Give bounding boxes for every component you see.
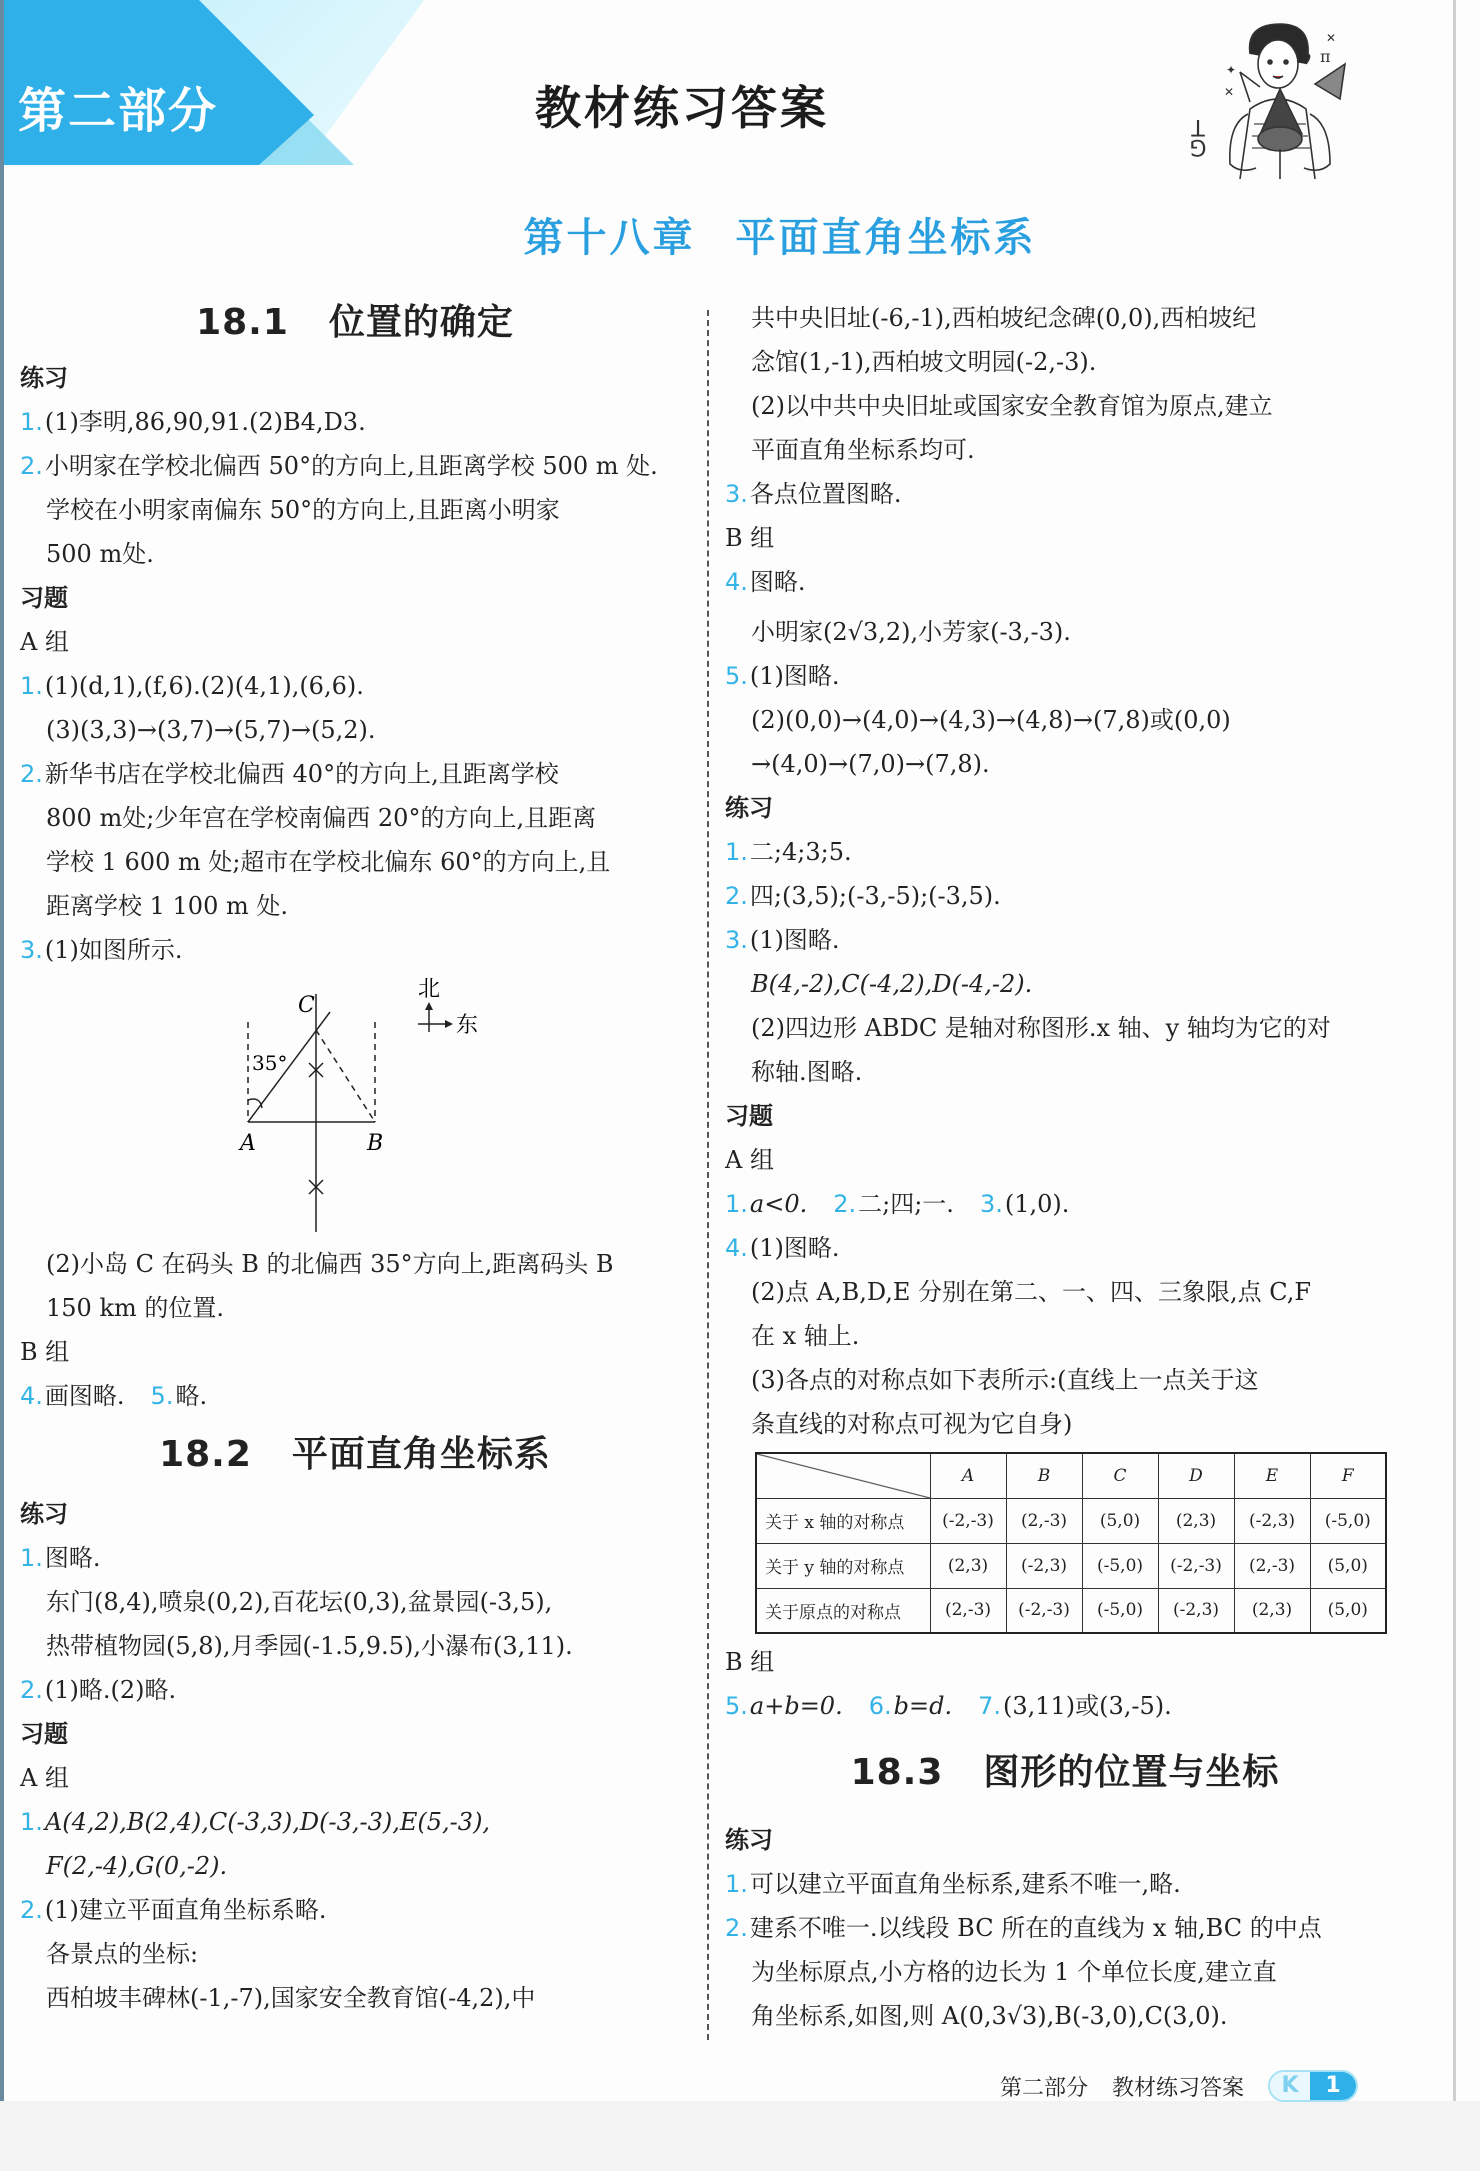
answer-line: (2)点 A,B,D,E 分别在第二、一、四、三象限,点 C,F [751,1278,1312,1306]
answer-line: 2.四;(3,5);(-3,-5);(-3,5). [725,882,1001,910]
table-cell: (-5,0) [1082,1543,1158,1588]
table-cell: (2,-3) [1006,1498,1082,1543]
table-cell: (2,-3) [1234,1543,1310,1588]
footer-part: 第二部分 [1000,2075,1089,2101]
chapter-name: 平面直角坐标系 [735,215,1037,261]
compass-east: 东 [456,1013,479,1038]
answer-line: 2.(1)略.(2)略. [20,1676,177,1704]
subheading-practice: 练习 [20,364,68,392]
answer-line: 4.(1)图略. [725,1234,840,1262]
table-cell: (5,0) [1310,1588,1386,1633]
answer-line: 1.A(4,2),B(2,4),C(-3,3),D(-3,-3),E(5,-3), [20,1808,491,1836]
table-cell: (-2,-3) [930,1498,1006,1543]
label-c: C [298,993,315,1018]
subheading-exercise: 习题 [20,584,68,612]
answer-line: 3.(1)图略. [725,926,840,954]
table-cell: (2,3) [1234,1588,1310,1633]
answer-line: 4.图略. [725,568,806,596]
answer-line: (3)各点的对称点如下表所示:(直线上一点关于这 [751,1366,1259,1394]
subheading-practice: 练习 [725,794,773,822]
page-margin [0,2101,1480,2171]
column-header: E [1234,1453,1310,1498]
label-b: B [367,1131,384,1156]
answer-line: 东门(8,4),喷泉(0,2),百花坛(0,3),盆景园(-3,5), [46,1588,553,1616]
answer-line: 学校 1 600 m 处;超市在学校北偏东 60°的方向上,且 [46,848,611,876]
left-column [20,290,690,2020]
part-banner [4,0,424,165]
answer-line: 2.小明家在学校北偏西 50°的方向上,且距离学校 500 m 处. [20,452,658,480]
answer-line: 500 m处. [46,540,154,568]
column-divider [707,310,709,2040]
footer-title: 教材练习答案 [1112,2075,1245,2101]
answer-line: 共中央旧址(-6,-1),西柏坡纪念碑(0,0),西柏坡纪 [751,304,1257,332]
chapter-number: 第十八章 [523,215,696,261]
subheading-exercise: 习题 [725,1102,773,1130]
answer-line: (2)四边形 ABDC 是轴对称图形.x 轴、y 轴均为它的对 [751,1014,1331,1042]
svg-text:✦: ✦ [1226,63,1237,77]
table-cell: (5,0) [1310,1543,1386,1588]
svg-text:✕: ✕ [1326,31,1337,45]
answer-line: 2.新华书店在学校北偏西 40°的方向上,且距离学校 [20,760,559,788]
table-cell: (-2,3) [1158,1588,1234,1633]
table-header-row [756,1453,1386,1498]
column-header: D [1158,1453,1234,1498]
section-title-18-1: 18.1 位置的确定 [196,302,514,343]
group-a-label: A 组 [20,628,69,656]
answer-line: 1.二;4;3;5. [725,838,852,866]
answer-line: 4.画图略. 5.略. [20,1382,208,1410]
table-corner-cell [756,1453,930,1498]
subheading-exercise: 习题 [20,1720,68,1748]
answer-line: 条直线的对称点可视为它自身) [751,1410,1073,1438]
answer-line: 5.a+b=0. 6.b=d. 7.(3,11)或(3,-5). [725,1692,1172,1720]
section-title-18-3: 18.3 图形的位置与坐标 [850,1752,1280,1793]
column-header: F [1310,1453,1386,1498]
table-cell: (-5,0) [1082,1588,1158,1633]
answer-line: 1.可以建立平面直角坐标系,建系不唯一,略. [725,1870,1181,1898]
table-row [756,1498,1386,1543]
answer-line: 150 km 的位置. [46,1294,224,1322]
table-cell: (2,-3) [930,1588,1006,1633]
table-cell: (2,3) [1158,1498,1234,1543]
table-cell: (2,3) [930,1543,1006,1588]
answer-line: 3.(1)如图所示. [20,936,183,964]
column-header: B [1006,1453,1082,1498]
right-column [725,296,1405,2038]
table-row [756,1543,1386,1588]
answer-line: 3.各点位置图略. [725,480,902,508]
answer-line: 2.建系不唯一.以线段 BC 所在的直线为 x 轴,BC 的中点 [725,1914,1322,1942]
group-a-label: A 组 [20,1764,69,1792]
column-header: A [930,1453,1006,1498]
table-cell: (-2,3) [1234,1498,1310,1543]
table-cell: (-2,-3) [1006,1588,1082,1633]
subheading-practice: 练习 [20,1500,68,1528]
answer-line: →(4,0)→(7,0)→(7,8). [751,750,990,778]
answer-line: 称轴.图略. [751,1058,863,1086]
answer-line: (2)小岛 C 在码头 B 的北偏西 35°方向上,距离码头 B [46,1250,614,1278]
answer-line: (2)以中共中央旧址或国家安全教育馆为原点,建立 [751,392,1273,420]
answer-line: 800 m处;少年宫在学校南偏西 20°的方向上,且距离 [46,804,597,832]
answer-line: 为坐标原点,小方格的边长为 1 个单位长度,建立直 [751,1958,1277,1986]
table-cell: (-5,0) [1310,1498,1386,1543]
answer-line: 1.(1)(d,1),(f,6).(2)(4,1),(6,6). [20,672,364,700]
triangle-diagram [20,972,690,1242]
page-number-badge [1268,2070,1358,2102]
answer-line: 小明家(2√3,2),小芳家(-3,-3). [751,618,1071,646]
page-footer [1000,2070,1358,2102]
page-edge [1453,0,1456,2171]
answer-line: 5.(1)图略. [725,662,840,690]
svg-text:✕: ✕ [1224,85,1235,99]
answer-line: 平面直角坐标系均可. [751,436,975,464]
chapter-title [0,206,1480,263]
group-b-label: B 组 [725,1648,775,1676]
answer-line: 1.a<0. 2.二;四;一. 3.(1,0). [725,1190,1070,1218]
answer-line: 在 x 轴上. [751,1322,860,1350]
answer-line: 2.(1)建立平面直角坐标系略. [20,1896,327,1924]
row-header: 关于 y 轴的对称点 [756,1543,930,1588]
answer-line: (3)(3,3)→(3,7)→(5,7)→(5,2). [46,716,376,744]
section-title-18-2: 18.2 平面直角坐标系 [159,1434,551,1475]
answer-line: 角坐标系,如图,则 A(0,3√3),B(-3,0),C(3,0). [751,2002,1228,2030]
answer-line: 西柏坡丰碑林(-1,-7),国家安全教育馆(-4,2),中 [46,1984,536,2012]
page-number: 1 [1310,2072,1356,2100]
group-b-label: B 组 [725,524,775,552]
compass-north: 北 [418,977,441,1002]
answer-line: B(4,-2),C(-4,2),D(-4,-2). [751,970,1033,998]
table-cell: (5,0) [1082,1498,1158,1543]
symmetry-table [755,1452,1387,1634]
svg-text:π: π [1320,47,1331,66]
answer-line: 念馆(1,-1),西柏坡文明园(-2,-3). [751,348,1097,376]
bearing-diagram [20,972,690,1242]
answer-line: 学校在小明家南偏东 50°的方向上,且距离小明家 [46,496,560,524]
badge-letter: K [1270,2072,1310,2100]
row-header: 关于 x 轴的对称点 [756,1498,930,1543]
page-title: 教材练习答案 [535,81,829,135]
row-header: 关于原点的对称点 [756,1588,930,1633]
answer-line: 距离学校 1 100 m 处. [46,892,288,920]
table-cell: (-2,-3) [1158,1543,1234,1588]
answer-line: 各景点的坐标: [46,1940,199,1968]
part-label: 第二部分 [18,83,219,139]
angle-label: 35° [252,1051,288,1075]
table-cell: (-2,3) [1006,1543,1082,1588]
group-b-label: B 组 [20,1338,70,1366]
publisher-mark: G T [1189,114,1207,159]
subheading-practice: 练习 [725,1826,773,1854]
answer-line: 1.图略. [20,1544,101,1572]
label-a: A [240,1131,256,1156]
group-a-label: A 组 [725,1146,774,1174]
page-edge [0,0,4,2171]
answer-line: 1.(1)李明,86,90,91.(2)B4,D3. [20,408,366,436]
table-row [756,1588,1386,1633]
student-mascot-illustration [1180,14,1380,179]
answer-line: 热带植物园(5,8),月季园(-1.5,9.5),小瀑布(3,11). [46,1632,573,1660]
answer-line: (2)(0,0)→(4,0)→(4,3)→(4,8)→(7,8)或(0,0) [751,706,1231,734]
answer-line: F(2,-4),G(0,-2). [46,1852,228,1880]
column-header: C [1082,1453,1158,1498]
